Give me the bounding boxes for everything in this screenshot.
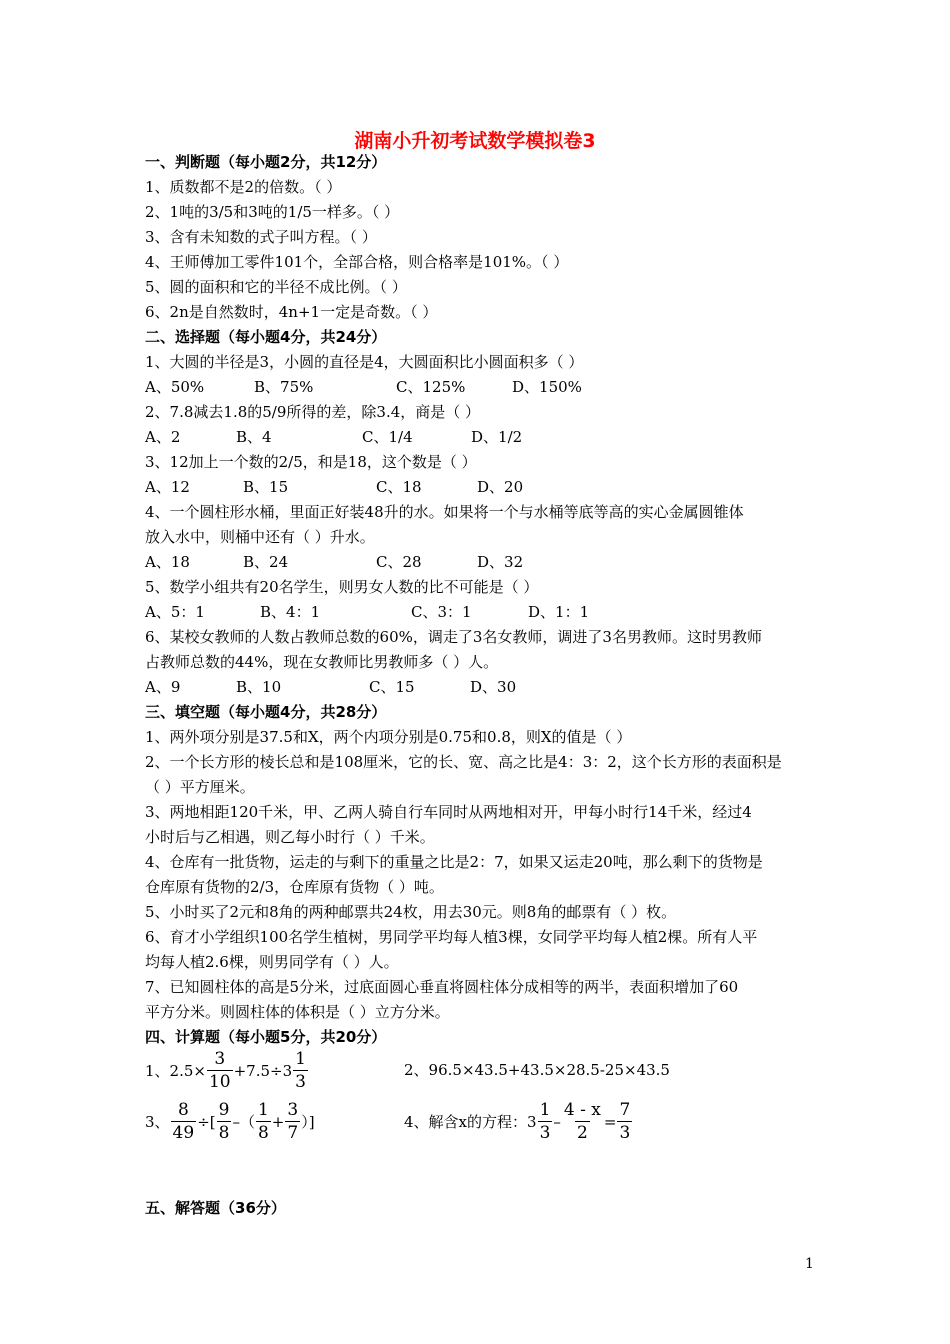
numerator: 3 [214,1049,226,1069]
s2-question-6-line-2: 占教师总数的44%，现在女教师比男教师多（ ）人。 [145,653,499,671]
calc-4-prefix: 4、解含x的方程：3 [404,1113,537,1131]
s2-q6-option-b: B、10 [236,678,282,696]
s3-question-3-line-1: 3、两地相距120千米，甲、乙两人骑自行车同时从两地相对开，甲每小时行14千米，经过4 [145,803,752,821]
calc-3-operator-2: –（ [232,1113,255,1131]
calc-4-fraction-3 [617,1099,632,1144]
s2-question-3: 3、12加上一个数的2/5，和是18，这个数是（ ） [145,453,477,471]
denominator: 8 [218,1123,230,1143]
calc-3-operator-1: ÷[ [197,1112,216,1131]
calc-4-fraction-1 [538,1099,553,1144]
s2-q3-option-a: A、12 [145,478,190,496]
section-3-heading: 三、填空题（每小题4分，共28分） [145,703,387,721]
denominator: 3 [619,1123,631,1143]
s2-question-6-line-1: 6、某校女教师的人数占教师总数的60%，调走了3名女教师，调进了3名男教师。这时男教师 [145,628,762,646]
calc-4-operator-1: – [553,1112,561,1131]
s2-q5-option-d: D、1：1 [528,603,590,621]
s1-question-5: 5、圆的面积和它的半径不成比例。（ ） [145,278,407,296]
s1-question-1: 1、质数都不是2的倍数。（ ） [145,178,342,196]
denominator: 3 [295,1072,306,1092]
calc-1-fraction-1 [207,1048,233,1093]
denominator: 7 [287,1123,299,1143]
calc-3-fraction-3 [256,1099,271,1144]
page-number: 1 [805,1256,814,1272]
s2-q6-option-d: D、30 [470,678,517,696]
s2-q6-option-c: C、15 [369,678,415,696]
numerator: 4 - x [563,1100,601,1120]
s2-q2-option-c: C、1/4 [362,428,413,446]
s2-q2-option-a: A、2 [145,428,181,446]
calc-3-fraction-1 [171,1099,197,1144]
s1-question-2: 2、1吨的3/5和3吨的1/5一样多。（ ） [145,203,400,221]
s2-q6-option-a: A、9 [145,678,181,696]
section-2-heading: 二、选择题（每小题4分，共24分） [145,328,387,346]
s3-question-6-line-1: 6、育才小学组织100名学生植树，男同学平均每人植3棵，女同学平均每人植2棵。所有人平 [145,928,758,946]
s2-q5-option-c: C、3：1 [411,603,472,621]
s2-q5-option-b: B、4：1 [260,603,321,621]
s2-question-4-line-2: 放入水中，则桶中还有（ ）升水。 [145,528,375,546]
numerator: 9 [218,1100,230,1120]
s3-question-6-line-2: 均每人植2.6棵，则男同学有（ ）人。 [145,953,399,971]
s3-question-7-line-2: 平方分米。则圆柱体的体积是（ ）立方分米。 [145,1003,450,1021]
s3-question-3-line-2: 小时后与乙相遇，则乙每小时行（ ）千米。 [145,828,435,846]
denominator: 49 [172,1123,195,1143]
s2-question-5: 5、数学小组共有20名学生，则男女人数的比不可能是（ ） [145,578,539,596]
s3-question-1: 1、两外项分别是37.5和X，两个内项分别是0.75和0.8，则X的值是（ ） [145,728,632,746]
calc-1-mid: +7.5÷3 [233,1061,293,1080]
calc-4-operator-2: = [603,1112,617,1131]
s3-question-5: 5、小时买了2元和8角的两种邮票共24枚，用去30元。则8角的邮票有（ ）枚。 [145,903,677,921]
s3-question-2-line-1: 2、一个长方形的棱长总和是108厘米，它的长、宽、高之比是4：3：2，这个长方形的表面积是 [145,753,782,771]
denominator: 2 [576,1123,588,1143]
s2-q3-option-b: B、15 [243,478,289,496]
s2-q4-option-a: A、18 [145,553,190,571]
s1-question-6: 6、2n是自然数时，4n+1一定是奇数。（ ） [145,303,438,321]
s1-question-3: 3、含有未知数的式子叫方程。（ ） [145,228,377,246]
s2-q2-option-d: D、1/2 [471,428,523,446]
calc-3-fraction-2 [217,1099,232,1144]
calc-1-fraction-2 [293,1048,308,1093]
s2-q3-option-d: D、20 [477,478,524,496]
s2-q5-option-a: A、5：1 [145,603,205,621]
numerator: 1 [539,1100,551,1120]
s2-q4-option-d: D、32 [477,553,524,571]
s2-question-4-line-1: 4、一个圆柱形水桶，里面正好装48升的水。如果将一个与水桶等底等高的实心金属圆锥体 [145,503,744,521]
numerator: 1 [257,1100,269,1120]
s2-q1-option-a: A、50% [145,378,205,396]
s3-question-7-line-1: 7、已知圆柱体的高是5分米，过底面圆心垂直将圆柱体分成相等的两半，表面积增加了60 [145,978,739,996]
section-4-heading: 四、计算题（每小题5分，共20分） [145,1028,387,1046]
denominator: 8 [257,1123,269,1143]
calc-3-fraction-4 [285,1099,300,1144]
denominator: 3 [539,1123,551,1143]
section-5-heading: 五、解答题（36分） [145,1199,286,1217]
calc-problem-4 [404,1099,633,1144]
section-1-heading: 一、判断题（每小题2分，共12分） [145,153,387,171]
s2-q1-option-c: C、125% [396,378,466,396]
s3-question-4-line-1: 4、仓库有一批货物，运走的与剩下的重量之比是2：7，如果又运走20吨，那么剩下的货物是 [145,853,763,871]
calc-1-prefix: 1、2.5× [145,1062,206,1080]
numerator: 7 [619,1100,631,1120]
numerator: 1 [295,1049,306,1069]
s3-question-2-line-2: （ ）平方厘米。 [145,778,255,796]
numerator: 8 [177,1100,189,1120]
calc-problem-1 [145,1048,309,1093]
calc-problem-3 [145,1099,315,1144]
s2-q2-option-b: B、4 [236,428,272,446]
s2-q4-option-c: C、28 [376,553,422,571]
calc-4-fraction-2 [562,1099,603,1144]
s2-q1-option-d: D、150% [512,378,582,396]
calc-problem-2: 2、96.5×43.5+43.5×28.5-25×43.5 [404,1061,670,1079]
s3-question-4-line-2: 仓库原有货物的2/3，仓库原有货物（ ）吨。 [145,878,444,896]
denominator: 10 [208,1072,231,1092]
exam-title: 湖南小升初考试数学模拟卷3 [354,130,596,152]
calc-3-prefix: 3、 [145,1113,170,1131]
s1-question-4: 4、王师傅加工零件101个，全部合格，则合格率是101%。（ ） [145,253,569,271]
s2-q4-option-b: B、24 [243,553,289,571]
s2-q1-option-b: B、75% [254,378,314,396]
calc-3-operator-3: + [271,1112,285,1131]
s2-q3-option-c: C、18 [376,478,422,496]
calc-3-end: ）] [301,1113,315,1131]
s2-question-2: 2、7.8减去1.8的5/9所得的差，除3.4，商是（ ） [145,403,481,421]
s2-question-1: 1、大圆的半径是3，小圆的直径是4，大圆面积比小圆面积多（ ） [145,353,584,371]
numerator: 3 [287,1100,299,1120]
